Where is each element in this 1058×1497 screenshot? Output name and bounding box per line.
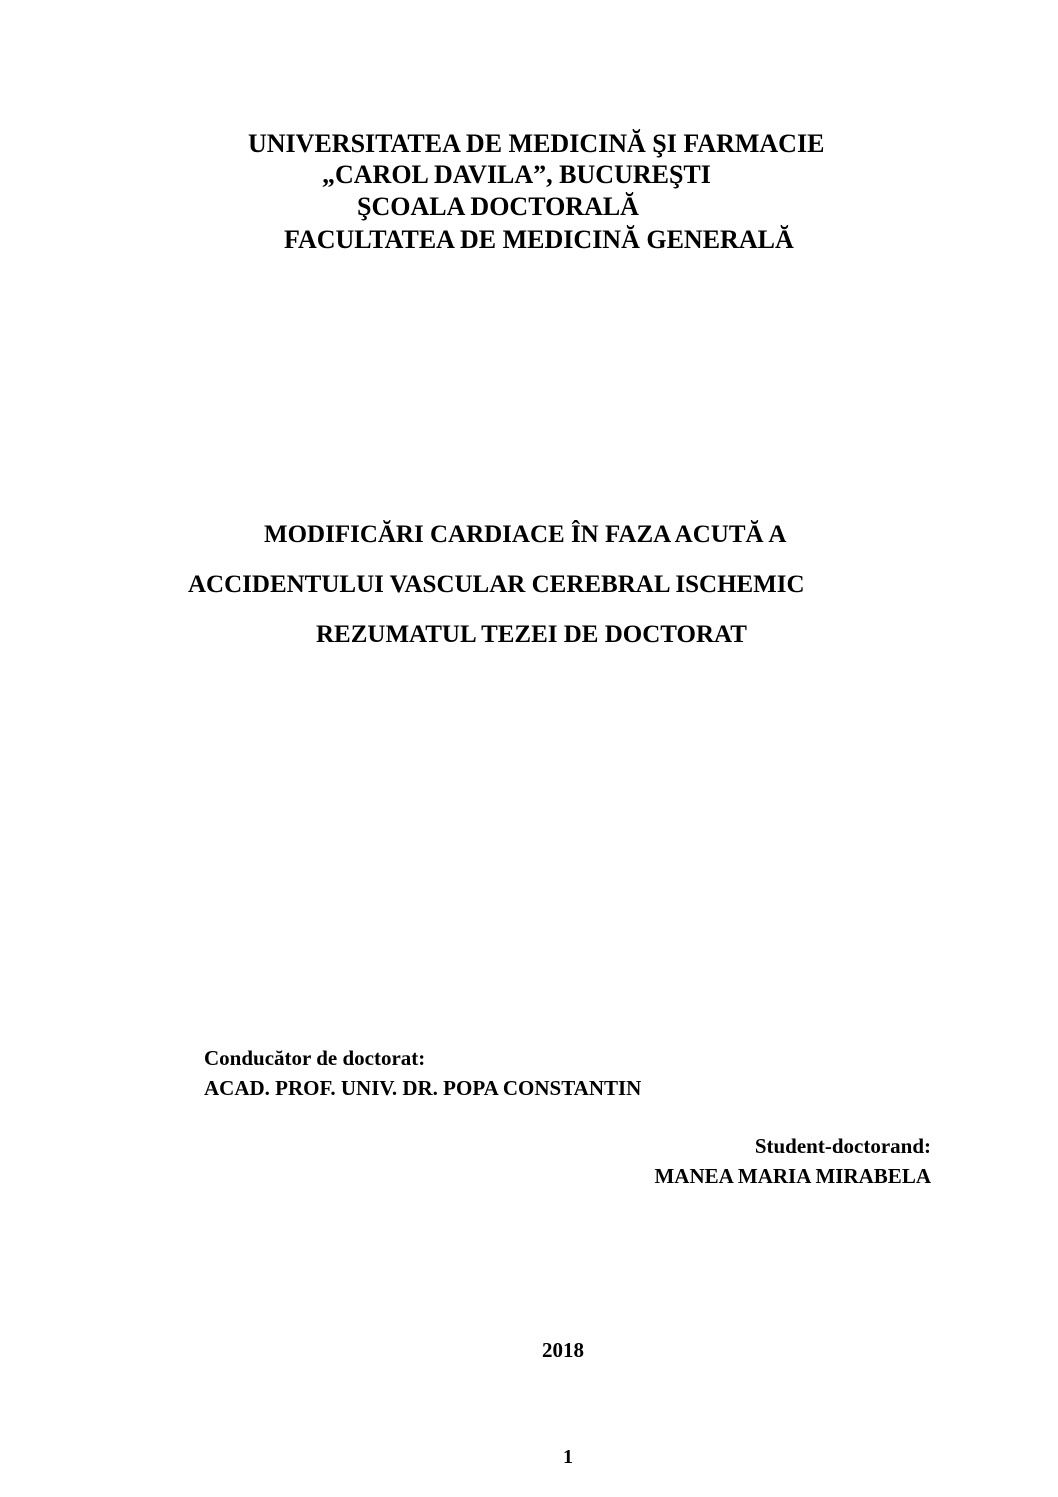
year: 2018 [542,1338,584,1362]
thesis-title-line-2: ACCIDENTULUI VASCULAR CEREBRAL ISCHEMIC [188,571,805,598]
university-subname: „CAROL DAVILA”, BUCUREŞTI [322,160,711,189]
student-label: Student-doctorand: [754,1134,931,1158]
student-name: MANEA MARIA MIRABELA [654,1164,931,1188]
faculty-name: FACULTATEA DE MEDICINĂ GENERALĂ [284,225,794,254]
supervisor-name: ACAD. PROF. UNIV. DR. POPA CONSTANTIN [204,1076,642,1100]
thesis-title-line-1: MODIFICĂRI CARDIACE ÎN FAZA ACUTĂ A [264,521,787,548]
thesis-subtitle: REZUMATUL TEZEI DE DOCTORAT [316,621,747,648]
doctoral-school: ŞCOALA DOCTORALĂ [357,192,639,221]
university-name: UNIVERSITATEA DE MEDICINĂ ŞI FARMACIE [248,129,825,158]
page-number: 1 [563,1446,573,1468]
supervisor-label: Conducător de doctorat: [204,1046,426,1070]
